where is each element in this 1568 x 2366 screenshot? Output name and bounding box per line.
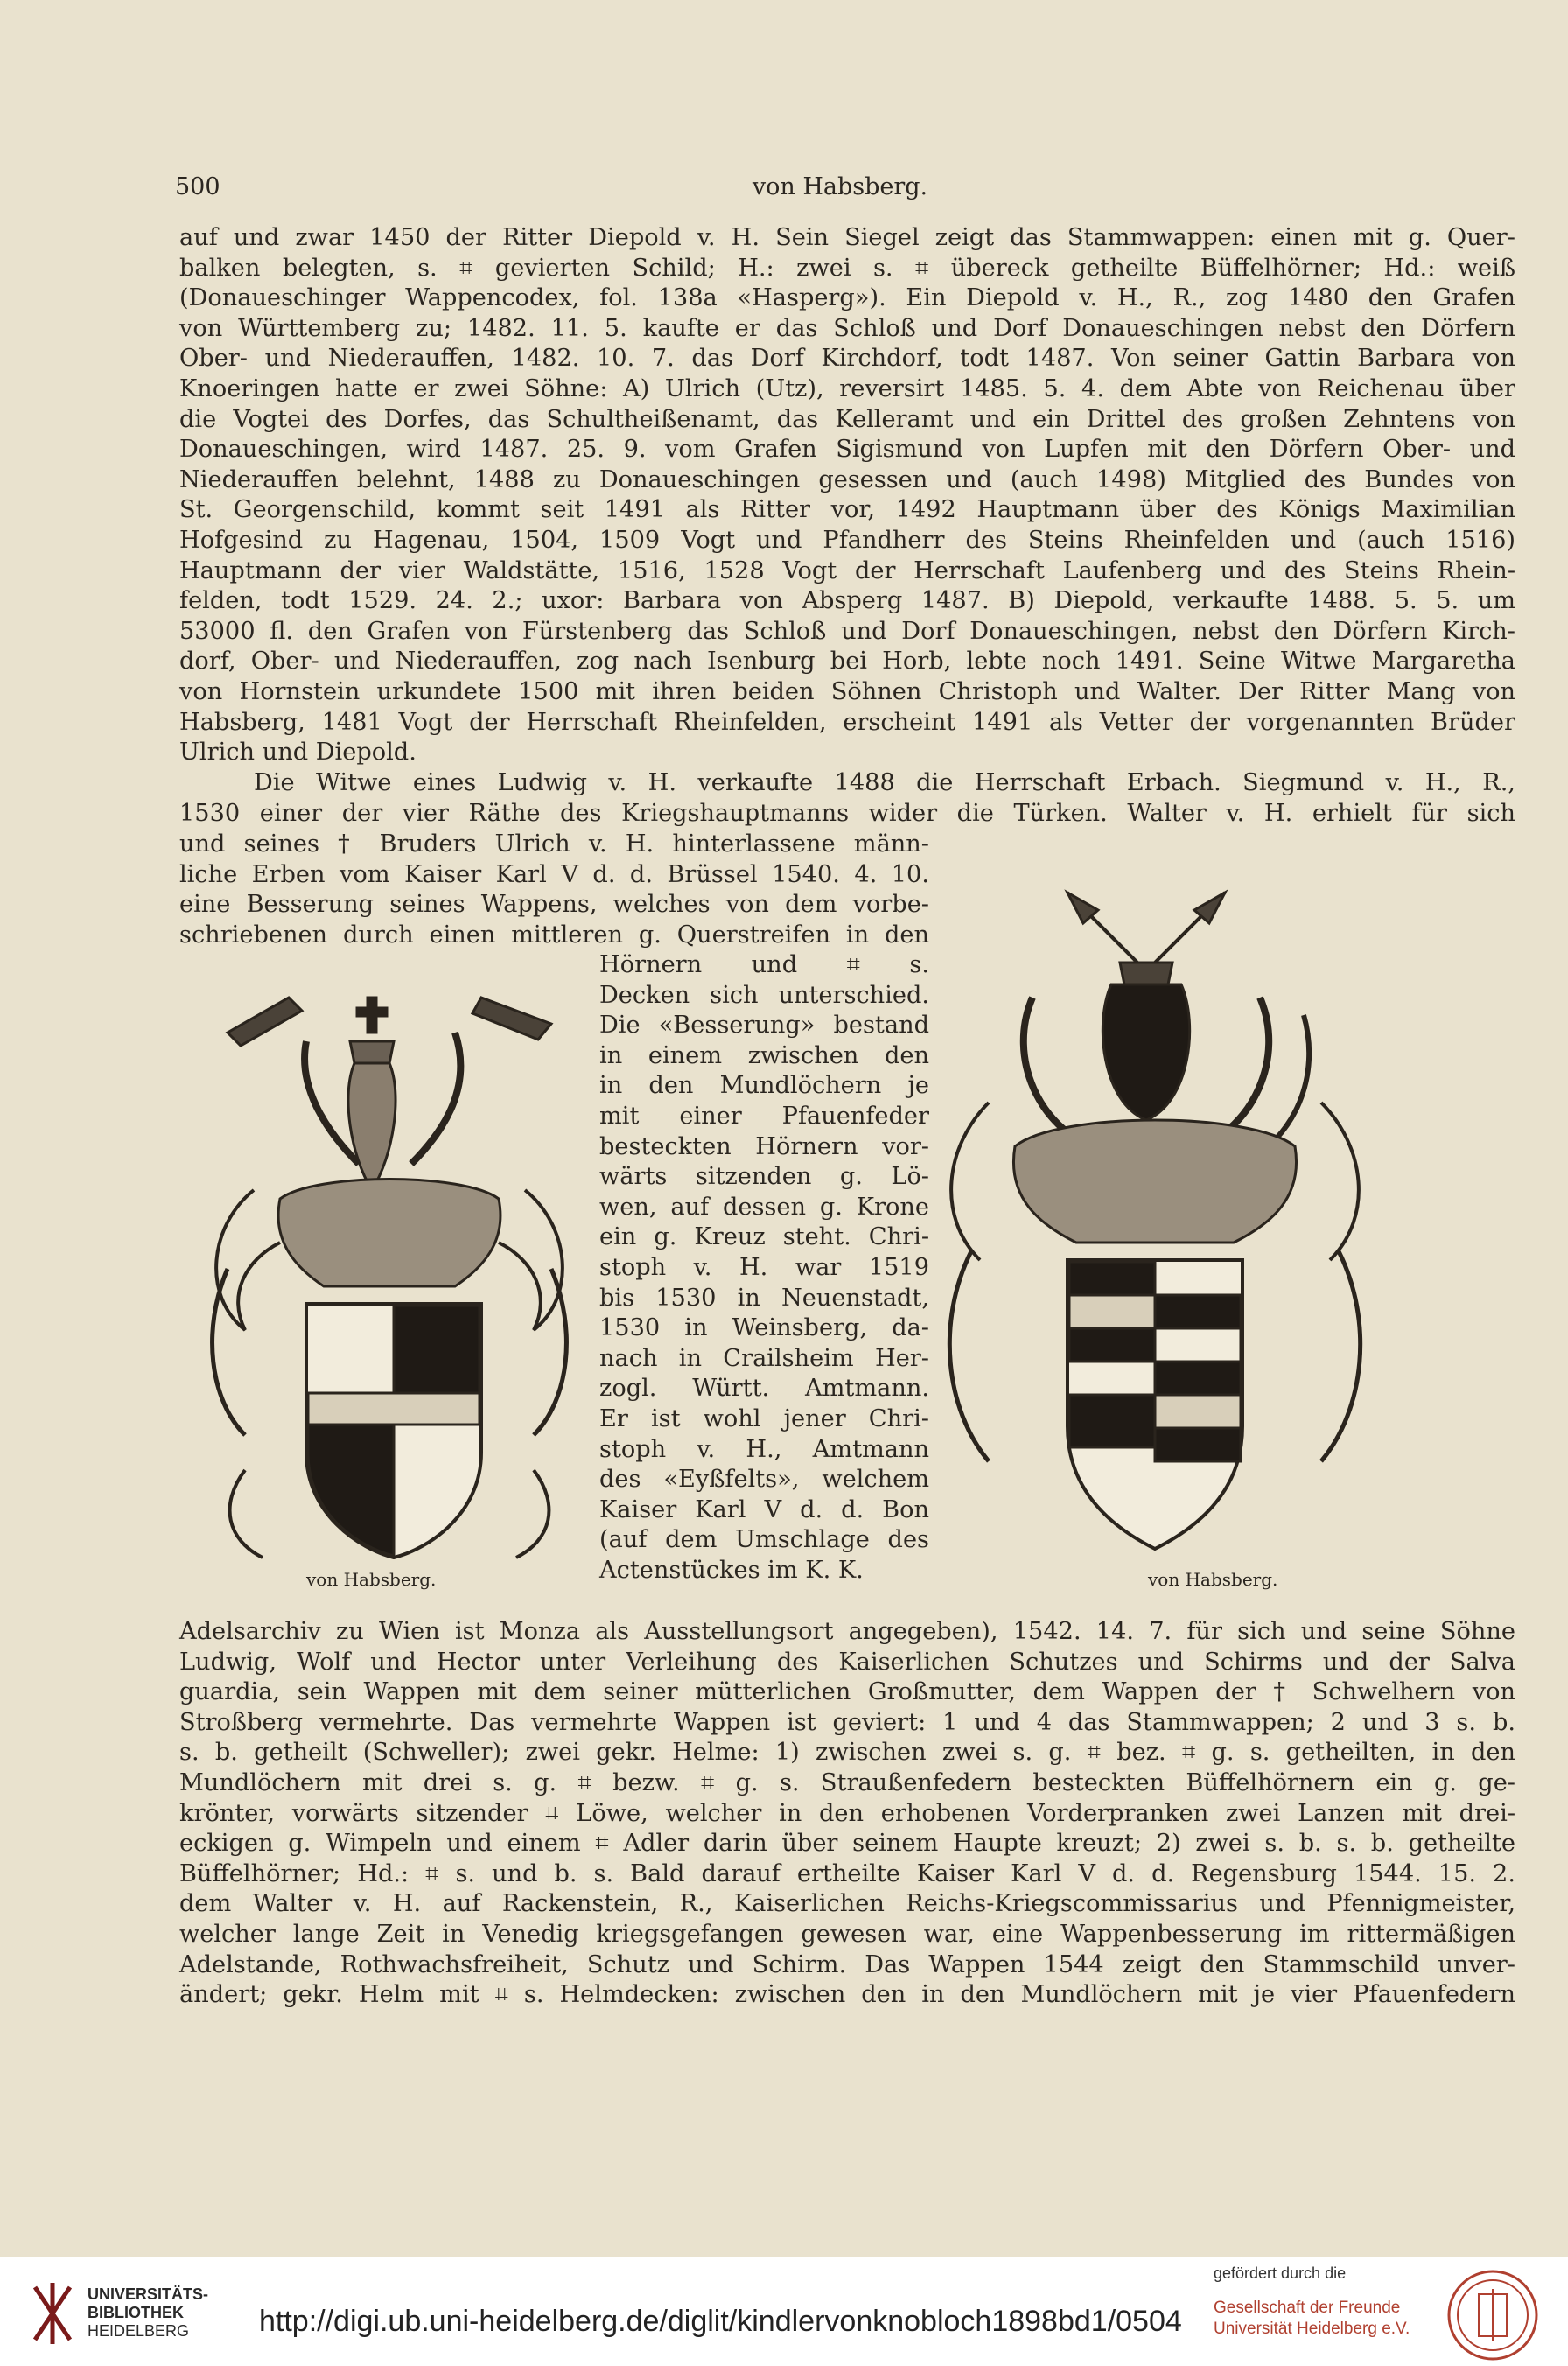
page-number: 500: [175, 173, 220, 200]
digitization-footer: [0, 2258, 1568, 2366]
text-line: die Vogtei des Dorfes, das Schultheißenamt, das Kelleramt und ein Drittel des großen Zehntens von: [179, 405, 1516, 433]
text-line: und seines † Bruders Ulrich v. H. hinterlassene männ-: [179, 830, 929, 858]
figure-caption-right: von Habsberg.: [1148, 1569, 1278, 1590]
text-line: von Hornstein urkundete 1500 mit ihren beiden Söhnen Christoph und Walter. Der Ritter Mang von: [179, 677, 1516, 705]
text-line: stoph v. H., Amtmann: [599, 1435, 929, 1463]
text-line: wen, auf dessen g. Krone: [599, 1193, 929, 1221]
text-line: ändert; gekr. Helm mit ⌗ s. Helmdecken: zwischen den in den Mundlöchern mit je vier Pfauenfedern: [179, 1981, 1516, 2009]
text-line: stoph v. H. war 1519: [599, 1253, 929, 1281]
university-seal-icon: [1444, 2268, 1542, 2362]
text-line: in den Mundlöchern je: [599, 1072, 929, 1100]
text-line: Büffelhörner; Hd.: ⌗ s. und b. s. Bald darauf ertheilte Kaiser Karl V d. d. Regensburg 1544. 15. 2.: [179, 1859, 1516, 1887]
text-line: Actenstückes im K. K.: [599, 1556, 864, 1584]
text-line: Die Witwe eines Ludwig v. H. verkaufte 1488 die Herrschaft Erbach. Siegmund v. H., R.,: [254, 769, 1516, 796]
text-line: Knoeringen hatte er zwei Söhne: A) Ulrich (Utz), reversirt 1485. 5. 4. dem Abte von Reichenau über: [179, 374, 1516, 402]
text-line: schriebenen durch einen mittleren g. Querstreifen in den: [179, 920, 929, 948]
text-line: besteckten Hörnern vor-: [599, 1132, 929, 1160]
paragraph-1: [179, 223, 1516, 768]
text-line: Stroßberg vermehrte. Das vermehrte Wappen ist geviert: 1 und 4 das Stammwappen; 2 und 3 s. b.: [179, 1708, 1516, 1736]
paragraph-2-top: [179, 768, 1516, 829]
text-line: mit einer Pfauenfeder: [599, 1102, 929, 1130]
sponsor-name-line: Universität Heidelberg e.V.: [1214, 2320, 1410, 2338]
paragraph-2-continued: [179, 1617, 1516, 2011]
text-line: eine Besserung seines Wappens, welches von dem vorbe-: [179, 891, 929, 919]
text-line: Ober- und Niederauffen, 1482. 10. 7. das Dorf Kirchdorf, todt 1487. Von seiner Gattin Barbara von: [179, 345, 1516, 373]
text-line: Mundlöchern mit drei s. g. ⌗ bezw. ⌗ g. s. Straußenfedern besteckten Büffelhörnern ein g. ge-: [179, 1768, 1516, 1796]
library-name-line: UNIVERSITÄTS-: [88, 2286, 209, 2303]
text-line: bis 1530 in Neuenstadt,: [599, 1284, 929, 1312]
text-line: Donaueschingen, wird 1487. 25. 9. vom Grafen Sigismund von Lupfen mit den Dörfern Ober- und: [179, 436, 1516, 464]
funded-by-label: gefördert durch die: [1214, 2264, 1347, 2282]
text-line: von Württemberg zu; 1482. 11. 5. kaufte er das Schloß und Dorf Donaueschingen nebst den Dörfern: [179, 314, 1516, 342]
digital-copy-link[interactable]: http://digi.ub.uni-heidelberg.de/diglit/kindlervonknobloch1898bd1/0504: [259, 2305, 1182, 2338]
text-line: 1530 in Weinsberg, da-: [599, 1314, 929, 1342]
text-line: (auf dem Umschlage des: [599, 1526, 929, 1554]
coat-of-arms-left: [192, 980, 586, 1575]
figure-caption-left: von Habsberg.: [306, 1569, 437, 1590]
text-line: Ludwig, Wolf und Hector unter Verleihung des Kaiserlichen Schutzes und Schirms und der Salva: [179, 1648, 1516, 1676]
text-line: felden, todt 1529. 24. 2.; uxor: Barbara von Absperg 1487. B) Diepold, verkaufte 1488. 5. 5. um: [179, 587, 1516, 615]
text-line: zogl. Württ. Amtmann.: [599, 1375, 929, 1403]
text-line: dem Walter v. H. auf Rackenstein, R., Kaiserlichen Reichs-Kriegscommissarius und Pfennigmeister,: [179, 1890, 1516, 1918]
paragraph-2-wrap-left: [179, 830, 929, 950]
text-line: s. b. getheilt (Schweller); zwei gekr. Helme: 1) zwischen zwei s. g. ⌗ bez. ⌗ g. s. getheilten, in den: [179, 1739, 1516, 1767]
text-line: Adelstande, Rothwachsfreiheit, Schutz und Schirm. Das Wappen 1544 zeigt den Stammschild unver-: [179, 1950, 1516, 1978]
text-line: in einem zwischen den: [599, 1041, 929, 1069]
coat-of-arms-right: [936, 884, 1374, 1566]
text-line: Ulrich und Diepold.: [179, 738, 416, 766]
text-line: Niederauffen belehnt, 1488 zu Donaueschingen gesessen und (auch 1498) Mitglied des Bundes von: [179, 466, 1516, 494]
text-line: Hofgesind zu Hagenau, 1504, 1509 Vogt und Pfandherr des Steins Rheinfelden und (auch 1516): [179, 526, 1516, 554]
text-line: 53000 fl. den Grafen von Fürstenberg das Schloß und Dorf Donaueschingen, nebst den Dörfern Kirch-: [179, 617, 1516, 645]
page-header: [175, 173, 1505, 208]
text-line: guardia, sein Wappen mit dem seiner mütterlichen Großmutter, dem Wappen der † Schwelhern von: [179, 1678, 1516, 1706]
text-line: Adelsarchiv zu Wien ist Monza als Ausstellungsort angegeben), 1542. 14. 7. für sich und seine Söhne: [179, 1618, 1516, 1645]
text-line: auf und zwar 1450 der Ritter Diepold v. H. Sein Siegel zeigt das Stammwappen: einen mit g. Quer-: [179, 224, 1516, 251]
library-name: [88, 2286, 208, 2341]
text-line: Er ist wohl jener Chri-: [599, 1404, 929, 1432]
text-line: dorf, Ober- und Niederauffen, zog nach Isenburg bei Horb, lebte noch 1491. Seine Witwe Margaretha: [179, 648, 1516, 676]
text-line: St. Georgenschild, kommt seit 1491 als Ritter vor, 1492 Hauptmann über des Königs Maximilian: [179, 496, 1516, 524]
text-line: ein g. Kreuz steht. Chri-: [599, 1223, 929, 1251]
text-line: nach in Crailsheim Her-: [599, 1344, 929, 1372]
text-line: Kaiser Karl V d. d. Bon: [599, 1495, 929, 1523]
text-line: des «Eyßfelts», welchem: [599, 1466, 929, 1494]
text-line: eckigen g. Wimpeln und einem ⌗ Adler darin über seinem Haupte kreuzt; 2) zwei s. b. s. b. getheilte: [179, 1830, 1516, 1858]
text-line: Hauptmann der vier Waldstätte, 1516, 1528 Vogt der Herrschaft Laufenberg und des Steins Rhein-: [179, 556, 1516, 584]
text-line: liche Erben vom Kaiser Karl V d. d. Brüssel 1540. 4. 10.: [179, 860, 929, 888]
text-line: Hörnern und ⌗ s.: [599, 951, 929, 978]
text-line: (Donaueschinger Wappencodex, fol. 138a «Hasperg»). Ein Diepold v. H., R., zog 1480 den Grafen: [179, 284, 1516, 312]
text-line: 1530 einer der vier Räthe des Kriegshauptmanns wider die Türken. Walter v. H. erhielt für sich: [179, 799, 1516, 827]
running-head: von Habsberg.: [752, 173, 928, 200]
text-line: wärts sitzenden g. Lö-: [599, 1163, 929, 1191]
paragraph-2-wrap-center: [599, 950, 929, 1586]
text-line: Decken sich unterschied.: [599, 981, 929, 1009]
text-line: welcher lange Zeit in Venedig kriegsgefangen gewesen war, eine Wappenbesserung im rittermäßigen: [179, 1920, 1516, 1948]
library-name-line: HEIDELBERG: [88, 2322, 190, 2340]
text-line: Die «Besserung» bestand: [599, 1012, 929, 1040]
text-line: krönter, vorwärts sitzender ⌗ Löwe, welcher in den erhobenen Vorderpranken zwei Lanzen mit drei-: [179, 1799, 1516, 1827]
sponsor-name: [1214, 2298, 1410, 2340]
sponsor-name-line: Gesellschaft der Freunde: [1214, 2299, 1401, 2317]
text-line: balken belegten, s. ⌗ gevierten Schild; H.: zwei s. ⌗ übereck getheilte Büffelhörner; Hd.: weiß: [179, 254, 1516, 282]
university-library-logo-icon: [26, 2278, 79, 2348]
library-name-line: BIBLIOTHEK: [88, 2304, 184, 2321]
text-line: Habsberg, 1481 Vogt der Herrschaft Rheinfelden, erscheint 1491 als Vetter der vorgenannten Brüder: [179, 708, 1516, 736]
